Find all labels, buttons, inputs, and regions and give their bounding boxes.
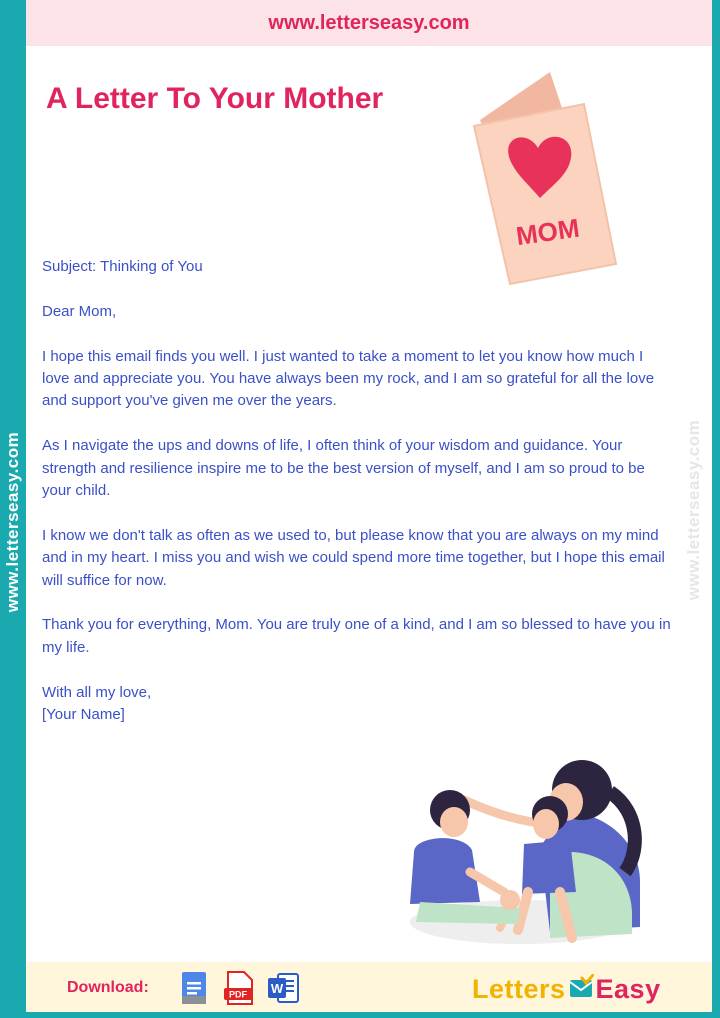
page-title: A Letter To Your Mother: [46, 82, 384, 115]
envelope-check-icon: [568, 974, 594, 1000]
letter-salutation: Dear Mom,: [42, 302, 117, 320]
card-mom-text: MOM: [514, 212, 582, 252]
right-frame-strip: [712, 0, 720, 1018]
pdf-icon[interactable]: [222, 970, 256, 1006]
letter-paragraph: I hope this email finds you well. I just wanted to take a moment to let you know how much I love and appreciate you. You have always been my rock, and I am so grateful for all the love and support you've given me over the years.: [42, 347, 655, 410]
letter-body: [42, 256, 672, 726]
brand-part-letters: Letters: [472, 974, 566, 1004]
word-badge-text: W: [270, 981, 284, 996]
site-url[interactable]: www.letterseasy.com: [268, 11, 470, 34]
letter-paragraph: I know we don't talk as often as we used to, but please know that you are always on my mind and in my heart. I miss you and wish we could spend more time together, but I hope this email will suffice for now.: [42, 526, 665, 589]
google-docs-icon[interactable]: [178, 970, 212, 1006]
bottom-frame-strip: [0, 1012, 720, 1018]
letter-paragraph: As I navigate the ups and downs of life, I often think of your wisdom and guidance. Your strength and resilience inspire me to be the best version of myself, and I am so proud to be your child.: [42, 437, 645, 500]
download-label: Download:: [67, 979, 149, 996]
pdf-badge-text: PDF: [229, 989, 247, 1000]
download-footer: [26, 962, 712, 1012]
word-icon[interactable]: [266, 970, 300, 1006]
letter-paragraph: Thank you for everything, Mom. You are truly one of a kind, and I am so blessed to have you in my life.: [42, 616, 671, 656]
side-watermark-left: www.letterseasy.com: [3, 431, 22, 613]
mother-children-illustration: [400, 752, 660, 952]
top-banner: [26, 0, 712, 46]
side-watermark-right: www.letterseasy.com: [684, 419, 703, 601]
letter-subject: Subject: Thinking of You: [42, 258, 203, 275]
letter-closing-line: With all my love,: [42, 683, 152, 701]
brand-part-easy: Easy: [595, 974, 661, 1004]
letter-closing: [42, 682, 672, 727]
letter-signature: [Your Name]: [42, 706, 125, 724]
letterseasy-logo[interactable]: [472, 974, 661, 1005]
